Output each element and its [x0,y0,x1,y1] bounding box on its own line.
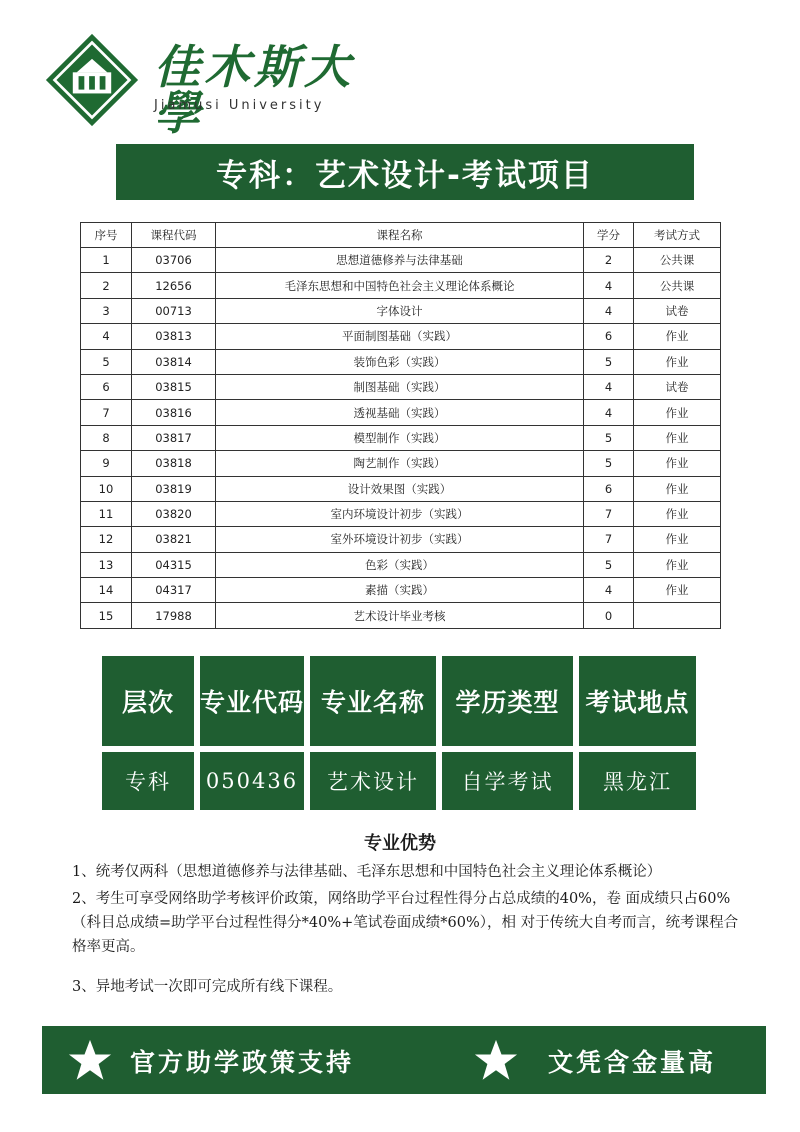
column-header: 学分 [584,223,634,248]
table-row [81,425,721,450]
table-cell: 思想道德修养与法律基础 [216,248,584,273]
advantage-item: 2、考生可享受网络助学考核评价政策，网络助学平台过程性得分占总成绩的40%，卷 面成绩只占60%（科目总成绩=助学平台过程性得分*40%+笔试卷面成绩*60%），相 对于传统大自考而言，统考课程合格率更高。 [72,891,739,955]
table-cell: 11 [81,501,132,526]
table-cell: 6 [584,324,634,349]
table-cell: 6 [81,374,132,399]
table-cell: 4 [584,400,634,425]
table-cell: 平面制图基础（实践） [216,324,584,349]
table-row [81,400,721,425]
table-cell: 03818 [132,451,216,476]
column-header: 考试方式 [634,223,721,248]
table-row [81,552,721,577]
advantage-item: 3、异地考试一次即可完成所有线下课程。 [72,979,343,995]
info-value-location: 黑龙江 [579,752,696,810]
table-row [81,374,721,399]
table-cell: 作业 [634,400,721,425]
table-row [81,501,721,526]
table-cell: 装饰色彩（实践） [216,349,584,374]
bottom-banner [42,1026,766,1094]
table-row [81,578,721,603]
table-cell: 9 [81,451,132,476]
advantage-item: 1、统考仅两科（思想道德修养与法律基础、毛泽东思想和中国特色社会主义理论体系概论） [72,864,662,880]
banner-text-right: 文凭含金量高 [548,1048,717,1077]
table-cell: 4 [81,324,132,349]
table-cell: 作业 [634,578,721,603]
table-cell: 10 [81,476,132,501]
table-cell: 模型制作（实践） [216,425,584,450]
table-cell: 12656 [132,273,216,298]
table-cell: 03815 [132,374,216,399]
table-cell: 作业 [634,501,721,526]
table-row [81,298,721,323]
table-cell: 0 [584,603,634,628]
column-header: 课程名称 [216,223,584,248]
table-cell: 透视基础（实践） [216,400,584,425]
table-cell: 03819 [132,476,216,501]
table-cell: 4 [584,298,634,323]
table-cell: 03817 [132,425,216,450]
table-cell: 室内环境设计初步（实践） [216,501,584,526]
table-cell: 03820 [132,501,216,526]
info-header-type: 学历类型 [442,656,573,746]
table-cell: 6 [584,476,634,501]
info-value-level: 专科 [102,752,194,810]
table-cell: 4 [584,374,634,399]
table-cell: 8 [81,425,132,450]
table-cell: 13 [81,552,132,577]
table-cell: 12 [81,527,132,552]
table-cell: 字体设计 [216,298,584,323]
program-info-grid [102,656,696,810]
table-cell: 4 [584,273,634,298]
table-cell: 2 [81,273,132,298]
table-row [81,273,721,298]
table-cell: 作业 [634,425,721,450]
table-cell: 03816 [132,400,216,425]
university-header [44,26,374,140]
university-name: 佳木斯大學 [154,40,354,140]
table-cell: 04315 [132,552,216,577]
table-cell: 5 [584,552,634,577]
table-cell: 作业 [634,527,721,552]
advantages-title: 专业优势 [364,833,436,854]
table-cell: 素描（实践） [216,578,584,603]
table-cell: 作业 [634,451,721,476]
table-cell: 4 [584,578,634,603]
table-cell: 14 [81,578,132,603]
table-cell: 试卷 [634,298,721,323]
table-cell: 设计效果图（实践） [216,476,584,501]
page-title: 专科：艺术设计-考试项目 [116,144,694,200]
table-cell: 04317 [132,578,216,603]
table-cell: 陶艺制作（实践） [216,451,584,476]
table-cell: 15 [81,603,132,628]
table-cell [634,603,721,628]
university-english-name: Jiamusi University [154,98,325,113]
table-cell: 5 [81,349,132,374]
info-value-name: 艺术设计 [310,752,436,810]
table-cell: 5 [584,349,634,374]
table-cell: 室外环境设计初步（实践） [216,527,584,552]
table-cell: 1 [81,248,132,273]
info-header-name: 专业名称 [310,656,436,746]
course-table [80,222,721,629]
table-cell: 03813 [132,324,216,349]
table-row [81,451,721,476]
table-cell: 作业 [634,324,721,349]
info-header-level: 层次 [102,656,194,746]
table-cell: 7 [584,501,634,526]
table-cell: 色彩（实践） [216,552,584,577]
table-cell: 3 [81,298,132,323]
table-cell: 03706 [132,248,216,273]
table-cell: 17988 [132,603,216,628]
table-row [81,603,721,628]
table-cell: 03821 [132,527,216,552]
table-cell: 试卷 [634,374,721,399]
university-logo-icon [44,32,140,128]
table-row [81,324,721,349]
table-cell: 2 [584,248,634,273]
info-header-location: 考试地点 [579,656,696,746]
table-cell: 7 [81,400,132,425]
star-icon [68,1038,112,1082]
table-cell: 公共课 [634,273,721,298]
table-row [81,476,721,501]
table-cell: 5 [584,451,634,476]
table-cell: 制图基础（实践） [216,374,584,399]
table-header-row [81,223,721,248]
table-row [81,248,721,273]
table-cell: 5 [584,425,634,450]
table-cell: 毛泽东思想和中国特色社会主义理论体系概论 [216,273,584,298]
table-row [81,527,721,552]
info-value-code: 050436 [200,752,304,810]
table-cell: 作业 [634,476,721,501]
banner-text-left: 官方助学政策支持 [130,1048,355,1077]
table-cell: 03814 [132,349,216,374]
info-value-type: 自学考试 [442,752,573,810]
table-row [81,349,721,374]
column-header: 课程代码 [132,223,216,248]
star-icon [474,1038,518,1082]
table-cell: 作业 [634,349,721,374]
table-cell: 7 [584,527,634,552]
column-header: 序号 [81,223,132,248]
table-cell: 公共课 [634,248,721,273]
info-header-code: 专业代码 [200,656,304,746]
table-cell: 作业 [634,552,721,577]
table-cell: 00713 [132,298,216,323]
table-cell: 艺术设计毕业考核 [216,603,584,628]
